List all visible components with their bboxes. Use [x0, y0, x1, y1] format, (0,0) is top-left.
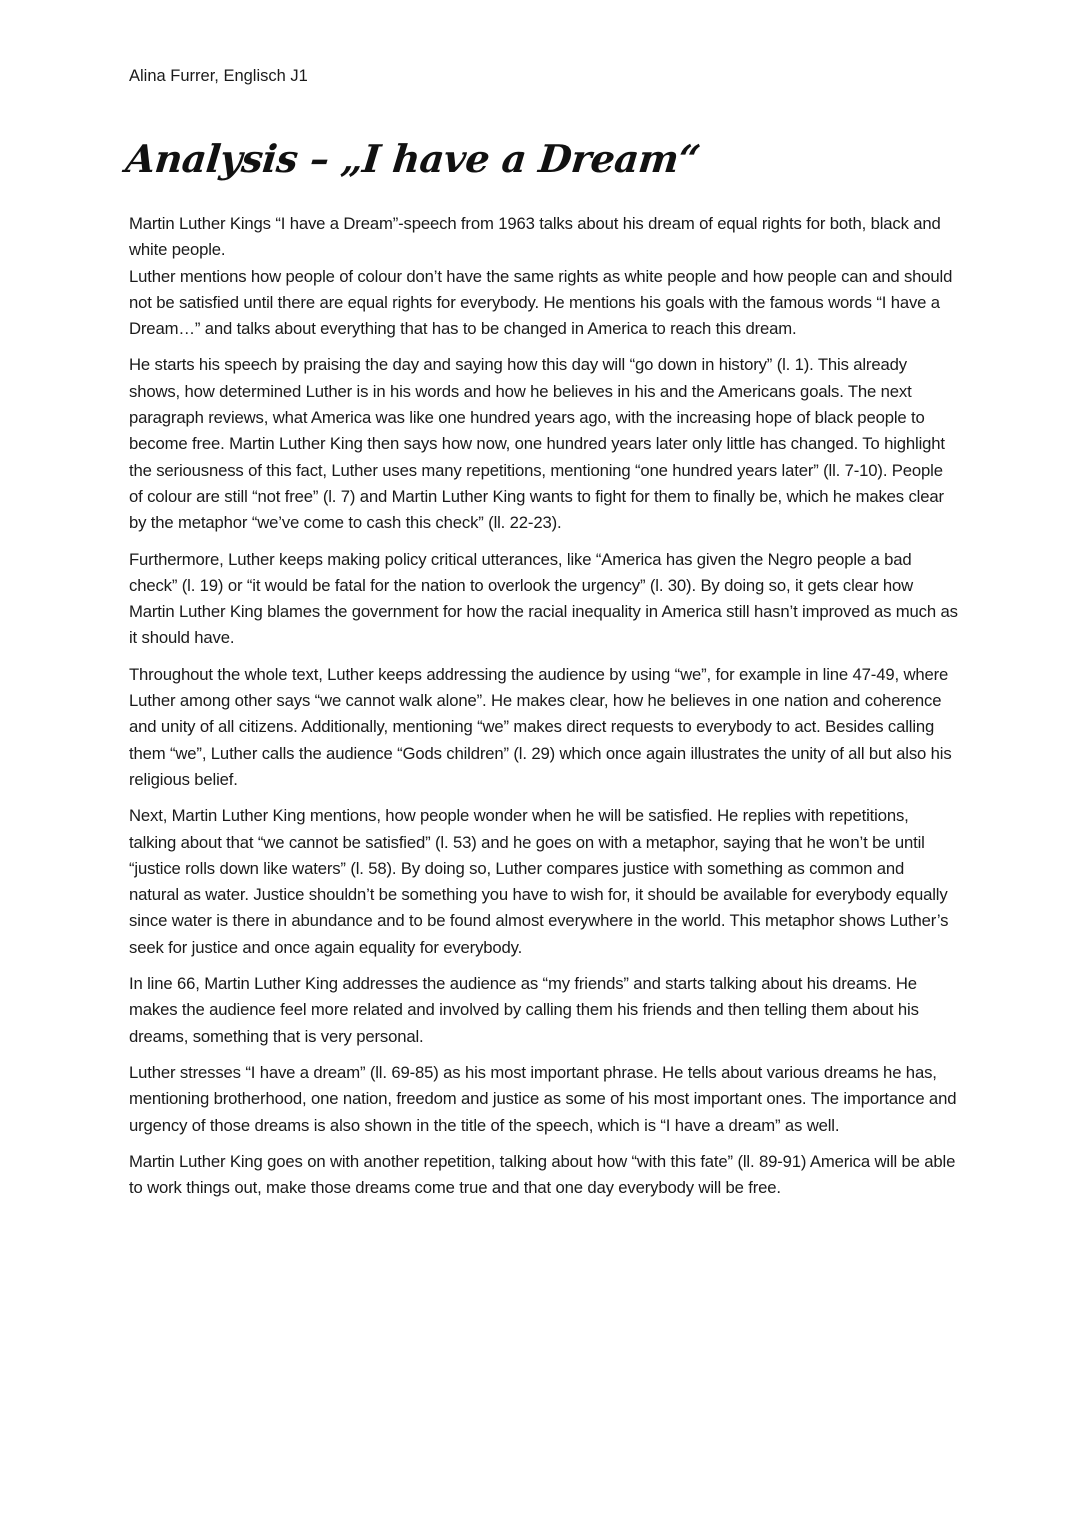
- paragraph-summary: Luther mentions how people of colour don’t have the same rights as white people and how people can and should not be satisfied until there are equal rights for everybody. He mentions his goals with the famous words “I have a Dream…” and talks about everything that has to be changed in America to reach this dream.: [129, 266, 953, 339]
- paragraph-policy: Furthermore, Luther keeps making policy critical utterances, like “America has given the Negro people a bad check” (l. 19) or “it would be fatal for the nation to overlook the urgency” (l. 30). By doing so, it gets clear how Martin Luther King blames the government for how the racial inequality in America still hasn’t improved as much as it should have.: [129, 549, 958, 648]
- paragraph-opening: He starts his speech by praising the day and saying how this day will “go down in history” (l. 1). This already shows, how determined Luther is in his words and how he believes in his and the Americans goals. The next paragraph reviews, what America was like one hundred years ago, with the increasing hope of black people to become free. Martin Luther King then says how now, one hundred years later only little has changed. To highlight the seriousness of this fact, Luther uses many repetitions, mentioning “one hundred years later” (ll. 7-10). People of colour are still “not free” (l. 7) and Martin Luther King wants to fight for them to finally be, which he makes clear by the metaphor “we’ve come to cash this check” (ll. 22-23).: [129, 355, 945, 533]
- paragraph-dream: Luther stresses “I have a dream” (ll. 69-85) as his most important phrase. He tells about various dreams he has, mentioning brotherhood, one nation, freedom and justice as some of his most important ones. The importance and urgency of those dreams is also shown in the title of the speech, which is “I have a dream” as well.: [129, 1062, 957, 1135]
- paragraph-satisfied: Next, Martin Luther King mentions, how people wonder when he will be satisfied. He replies with repetitions, talking about that “we cannot be satisfied” (l. 53) and he goes on with a metaphor, saying that he won’t be until “justice rolls down like waters” (l. 58). By doing so, Luther compares justice with something as common and natural as water. Justice shouldn’t be something you have to wish for, it should be available for everybody equally since water is there in abundance and to be found almost everywhere in the world. This metaphor shows Luther’s seek for justice and once again equality for everybody.: [129, 806, 949, 957]
- author-line: Alina Furrer, Englisch J1: [129, 67, 308, 85]
- paragraph-friends: In line 66, Martin Luther King addresses the audience as “my friends” and starts talking about his dreams. He makes the audience feel more related and involved by calling them his friends and then telling them about his dreams, something that is very personal.: [129, 974, 919, 1046]
- paragraph-we: Throughout the whole text, Luther keeps addressing the audience by using “we”, for example in line 47-49, where Luther among other says “we cannot walk alone”. He makes clear, how he believes in one nation and coherence and unity of all citizens. Additionally, mentioning “we” makes direct requests to everybody to act. Besides calling them “we”, Luther calls the audience “Gods children” (l. 29) which once again illustrates the unity of all but also his religious belief.: [129, 664, 952, 789]
- paragraph-fate: Martin Luther King goes on with another repetition, talking about how “with this fate” (ll. 89-91) America will be able to work things out, make those dreams come true and that one day everybody will be free.: [129, 1151, 956, 1198]
- document-body: [129, 211, 958, 1211]
- document-title: Analysis – „I have a Dream“: [123, 136, 703, 181]
- paragraph-intro: Martin Luther Kings “I have a Dream”-speech from 1963 talks about his dream of equal rights for both, black and white people.: [129, 214, 941, 260]
